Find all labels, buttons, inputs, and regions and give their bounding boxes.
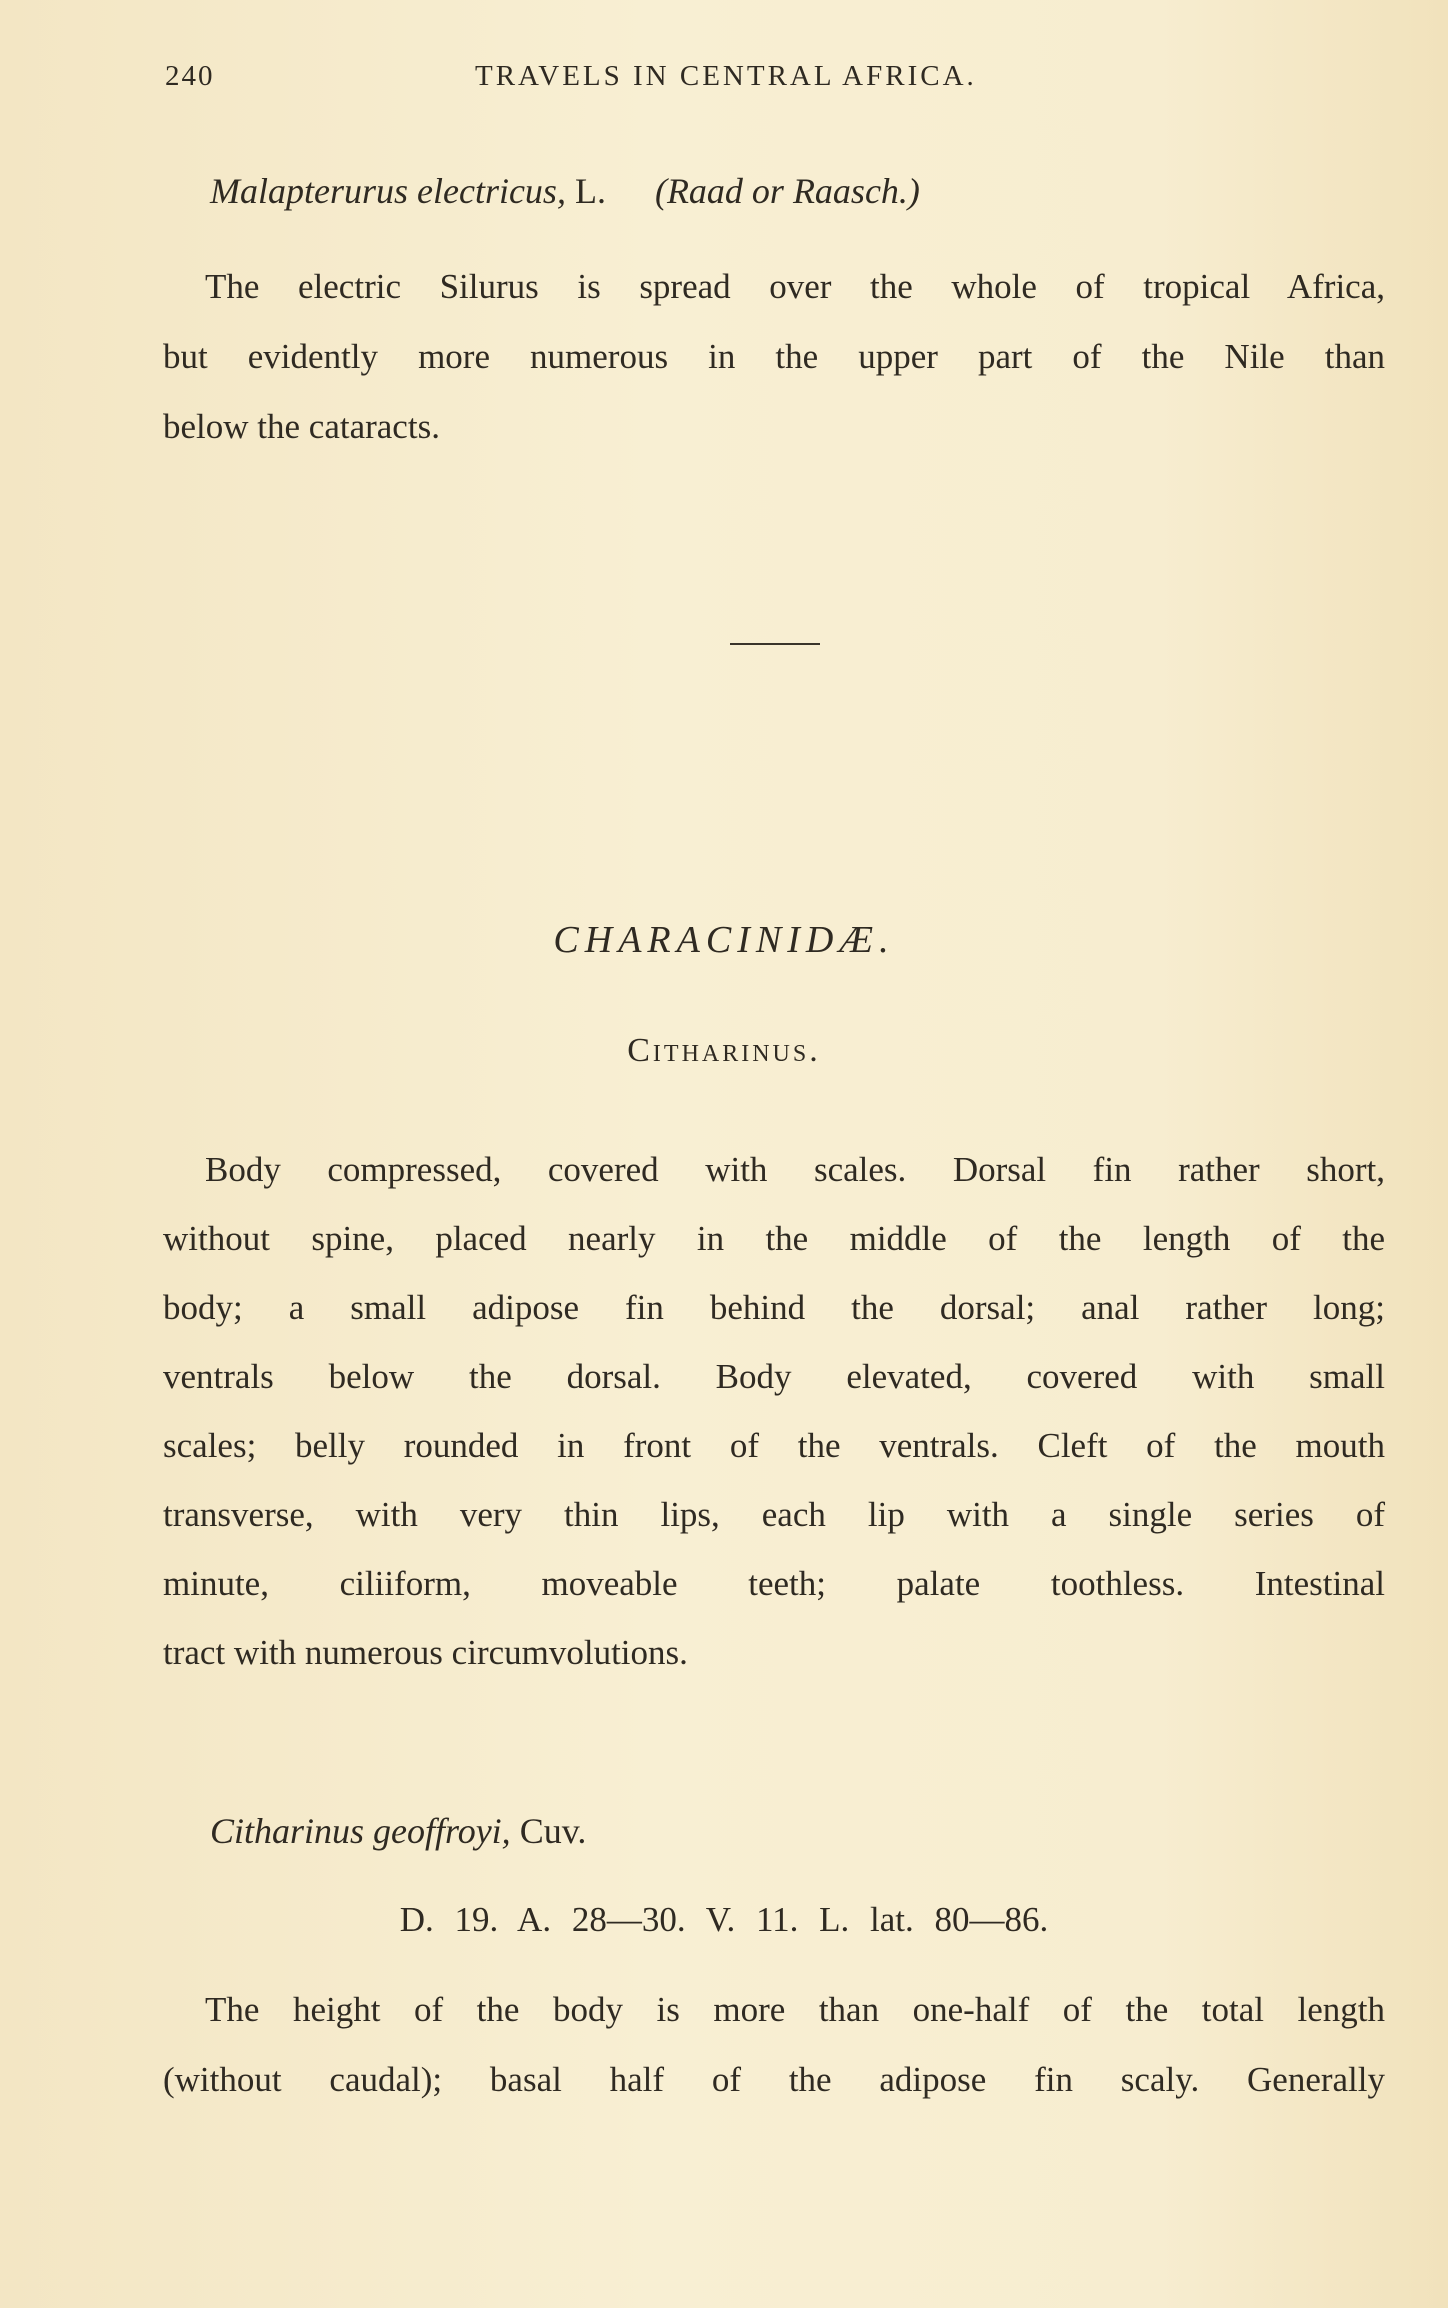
- species-author: Cuv.: [519, 1811, 587, 1851]
- paragraph-line: The height of the body is more than one-half of the total length: [205, 1990, 1385, 2029]
- paragraph-line: below the cataracts.: [163, 407, 440, 446]
- genus-heading: Citharinus.: [627, 1032, 821, 1069]
- paragraph-line: tract with numerous circumvolutions.: [163, 1633, 688, 1672]
- fin-formula: D. 19. A. 28—30. V. 11. L. lat. 80—86.: [399, 1900, 1049, 1939]
- section-divider: [730, 643, 820, 645]
- paragraph-line: Body compressed, covered with scales. Dorsal fin rather short,: [205, 1150, 1385, 1189]
- paragraph-line: transverse, with very thin lips, each lip with a single series of: [163, 1495, 1385, 1534]
- paragraph-line: The electric Silurus is spread over the whole of tropical Africa,: [205, 267, 1385, 306]
- running-head: [165, 60, 1375, 100]
- paragraph-line: without spine, placed nearly in the middle of the length of the: [163, 1219, 1385, 1258]
- species-name: Malapterurus electricus,: [210, 171, 566, 211]
- page-number: 240: [165, 60, 215, 92]
- paragraph-line: but evidently more numerous in the upper part of the Nile than: [163, 337, 1385, 376]
- paragraph-line: scales; belly rounded in front of the ventrals. Cleft of the mouth: [163, 1426, 1385, 1465]
- species-name: Citharinus geoffroyi,: [210, 1811, 511, 1851]
- paragraph-line: body; a small adipose fin behind the dorsal; anal rather long;: [163, 1288, 1385, 1327]
- species-heading-citharinus: [210, 1810, 586, 1852]
- species-author: L.: [574, 171, 606, 211]
- paragraph-line: minute, ciliiform, moveable teeth; palate toothless. Intestinal: [163, 1564, 1385, 1603]
- species-heading-malapterurus: [210, 170, 920, 212]
- running-title: TRAVELS IN CENTRAL AFRICA.: [475, 60, 977, 92]
- family-heading: CHARACINIDÆ.: [553, 919, 895, 961]
- paragraph-line: (without caudal); basal half of the adipose fin scaly. Generally: [163, 2060, 1385, 2099]
- paragraph-line: ventrals below the dorsal. Body elevated, covered with small: [163, 1357, 1385, 1396]
- species-vernacular: (Raad or Raasch.): [654, 171, 920, 211]
